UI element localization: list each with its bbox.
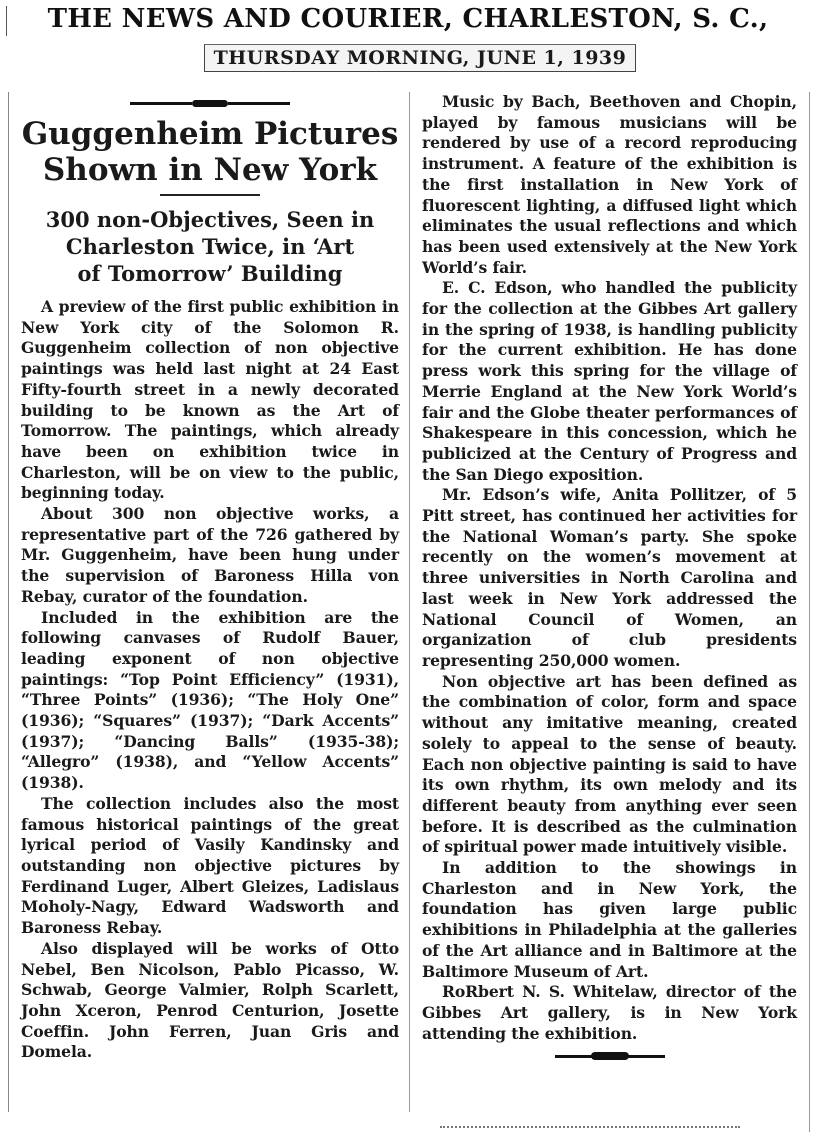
headline [21, 116, 399, 188]
paragraph: Mr. Edson’s wife, Anita Pollitzer, of 5 Pitt street, has continued her activities for the National Woman’s party. She spoke recently on the women’s movement at three universities in North Carolina and last week in New York addressed the National Council of Women, an organization of club presidents representing 250,000 women. [422, 485, 797, 670]
end-of-article-rule [555, 1052, 665, 1062]
ornamental-rule [130, 96, 290, 110]
deck-line-2: Charleston Twice, in ‘Art [65, 234, 355, 259]
masthead [0, 0, 816, 82]
article-body-right [422, 92, 797, 1044]
paragraph: The collection includes also the most famous historical paintings of the great lyrical period of Vasily Kandinsky and outstanding non objective pictures by Ferdinand Luger, Albert Gleizes, Ladislaus Moholy-Nagy, Edward Wadsworth and Baroness Rebay. [21, 793, 399, 938]
newspaper-name: THE NEWS AND COURIER, CHARLESTON, S. C., [47, 4, 769, 34]
issue-date: THURSDAY MORNING, JUNE 1, 1939 [204, 44, 636, 72]
headline-line-1: Guggenheim Pictures [21, 116, 399, 152]
right-column [412, 92, 810, 1132]
next-article-fragment [440, 1126, 740, 1133]
deck-line-3: of Tomorrow’ Building [77, 261, 343, 286]
headline-line-2: Shown in New York [42, 152, 378, 188]
paragraph: About 300 non objective works, a representative part of the 726 gathered by Mr. Guggenheim, have been hung under the supervision of Baroness Hilla von Rebay, curator of the foundation. [21, 504, 399, 606]
divider-rule [160, 194, 260, 196]
paragraph: RoRbert N. S. Whitelaw, director of the Gibbes Art gallery, is in New York attending the exhibition. [422, 982, 797, 1043]
article-body-left [21, 297, 399, 1063]
paragraph: In addition to the showings in Charleston and in New York, the foundation has given large public exhibitions in Philadelphia at the galleries of the Art alliance and in Baltimore at the Baltimore Museum of Art. [422, 858, 797, 981]
deck-line-1: 300 non-Objectives, Seen in [45, 207, 375, 232]
left-column [8, 92, 410, 1112]
paragraph: Non objective art has been defined as the combination of color, form and space without any imitative meaning, created solely to appeal to the sense of beauty. Each non objective painting is said to have its own rhythm, its own melody and its different beauty from anything ever seen before. It is described as the culmination of spiritual power made intuitively visible. [422, 671, 797, 857]
paragraph: Music by Bach, Beethoven and Chopin, played by famous musicians will be rendered by use of a record reproducing instrument. A feature of the exhibition is the first installation in New York of fluorescent lighting, a diffused light which eliminates the usual reflections and which has been used extensively at the New York World’s fair. [422, 92, 797, 277]
subheadline-deck [21, 206, 399, 287]
paragraph: E. C. Edson, who handled the publicity for the collection at the Gibbes Art gallery in the spring of 1938, is handling publicity for the current exhibition. He has done press work this spring for the village of Merrie England at the New York World’s fair and the Globe theater performances of Shakespeare in this concession, which he publicized at the Century of Progress and the San Diego exposition. [422, 278, 797, 484]
paragraph: Included in the exhibition are the following canvases of Rudolf Bauer, leading exponent of non objective paintings: “Top Point Efficiency” (1931), “Three Points” (1936); “The Holy One” (1936); “Squares” (1937); “Dark Accents” (1937); “Dancing Balls” (1935-38); “Allegro” (1938), and “Yellow Accents” (1938). [21, 607, 399, 793]
paragraph: Also displayed will be works of Otto Nebel, Ben Nicolson, Pablo Picasso, W. Schwab, George Valmier, Rolph Scarlett, John Xceron, Penrod Centurion, Josette Coeffin. John Ferren, Juan Gris and Domela. [21, 938, 399, 1062]
paragraph: A preview of the first public exhibition in New York city of the Solomon R. Guggenheim collection of non objective paintings was held last night at 24 East Fifty-fourth street in a newly decorated building to be known as the Art of Tomorrow. The paintings, which already have been on exhibition twice in Charleston, will be on view to the public, beginning today. [21, 297, 399, 503]
